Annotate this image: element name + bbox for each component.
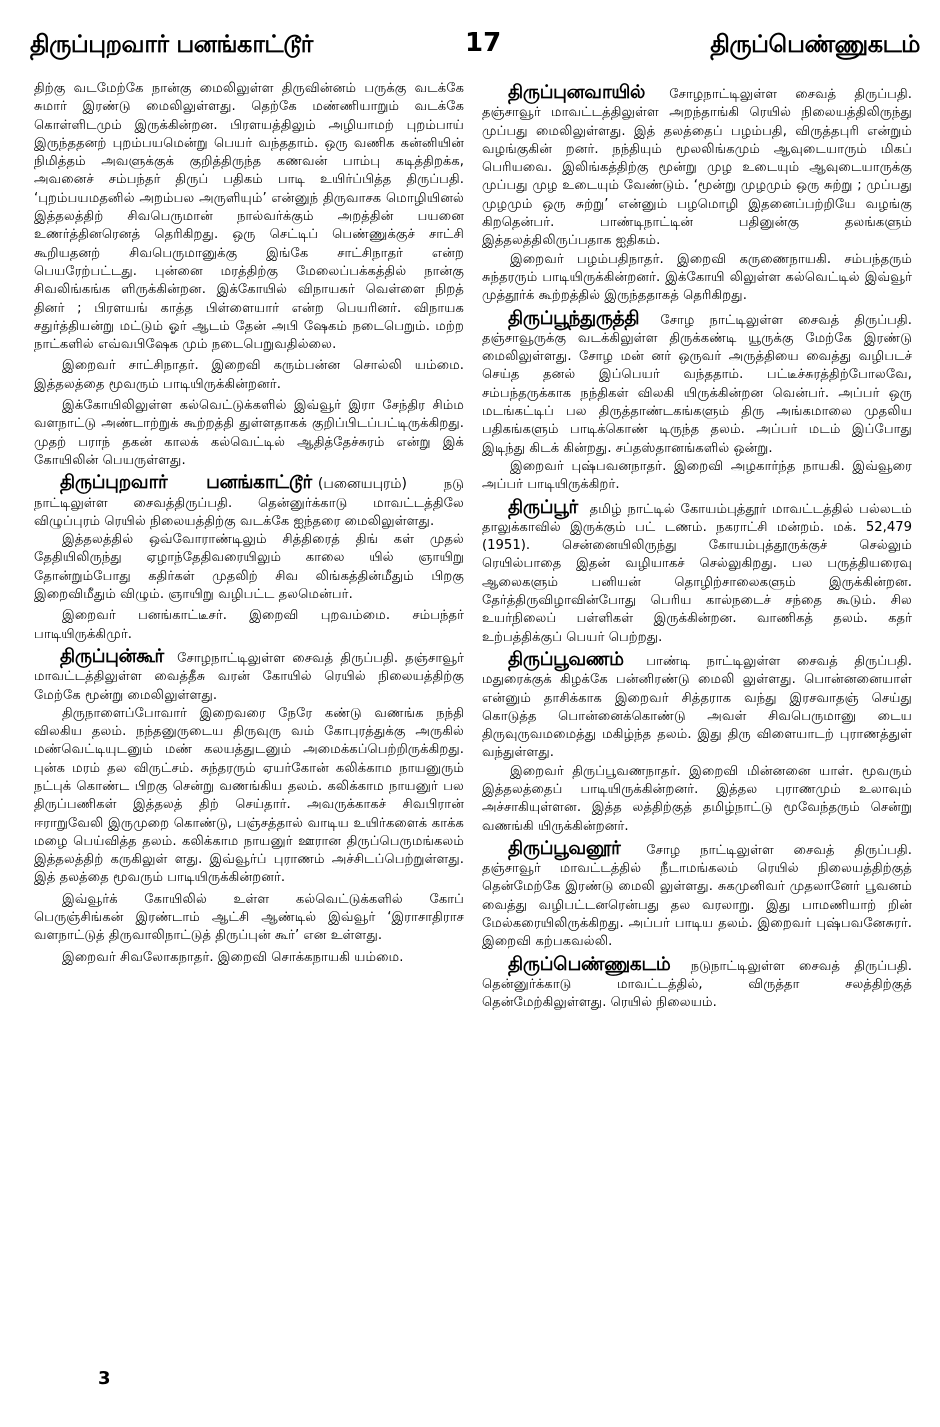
paragraph: இறைவர் சிவலோகநாதர். இறைவி சொக்கநாயகி யம்மை. xyxy=(62,949,404,965)
entry-thiruppur xyxy=(482,496,912,647)
paragraph: இறைவர் திருப்பூவணநாதர். இறைவி மின்னனை யாள். மூவரும் இத்தலத்தைப் பாடியிருக்கின்றனர். இத்தல புராணமும் உலாவும் அச்சாகியுள்ளன. இத்த லத்திற்குத் தமிழ்நாட்டு மூவேந்தரும் சென்று வணங்கி யிருக்கின்றனர். xyxy=(482,763,912,834)
entry-title: திருப்பூந்துருத்தி xyxy=(508,307,640,329)
paragraph: திருநாளைப்போவார் இறைவரை நேரே கண்டு வணங்க நந்தி விலகிய தலம். நந்தனுருடைய திருவுரு வம் கோபுரத்துக்கு அருகில் மண்வெட்டியுடனும் மண் கலயத்துடனும் அமைக்கப்பெற்றிருக்கிறது. புன்க மரம் தல விருட்சம். சுந்தரரும் ஏயர்கோன் கலிக்காம நாயனுரும் நட்புக் கொண்ட பிறகு சென்று வணங்கிய தலம். கலிக்காம நாயனுர் பல திருப்பணிகள் இத்தலத் திற் செய்தார். அவருக்காகச் சிவபிரான் ஈராறுவேலி இருமுறை கொண்டு, பஞ்சத்தால் வாடிய உயிர்களைக் காக்க மழை பெய்வித்த தலம். கலிக்காம நாயனுர் ஊரான திருப்பெருமங்கலம் இத்தலத்திற் கருகிலுள் ளது. இவ்வூர்ப் புராணம் அச்சிடப்பெற்றுள்ளது. இத் தலத்தை மூவரும் பாடியிருக்கின்றனர். xyxy=(34,705,464,886)
paragraph: இக்கோயிலிலுள்ள கல்வெட்டுக்களில் இவ்வூர் இரா சேந்திர சிம்ம வளநாட்டு அண்டாற்றுக் கூற்றத்தி துள்ளதாகக் குறிப்பிடப்பட்டிருக்கிறது. முதற் பராந் தகன் காலக் கல்வெட்டில் ஆதித்தேச்சுரம் என்று இக் கோயிலின் பெயருள்ளது. xyxy=(34,398,464,468)
paragraph: இத்தலத்தில் ஒவ்வோராண்டிலும் சித்திரைத் திங் கள் முதல் தேதியிலிருந்து ஏழாந்தேதிவரையிலும் காலை யில் ஞாயிறு தோன்றும்போது கதிர்கள் முதலிற் சிவ லிங்கத்தின்மீதும் பிறகு இறைவிமீதும் விழும். ஞாயிறு வழிபட்ட தலமென்பர். xyxy=(34,532,464,603)
entry-thiruppuravar-panangattur xyxy=(34,474,464,531)
entry-title: திருப்பூவணம் xyxy=(508,648,624,670)
entry-title: திருப்புன்கூர் xyxy=(60,645,164,667)
running-head-left: திருப்புறவார் பனங்காட்டூர் xyxy=(30,30,313,58)
entry-thiruppoonthuruthi xyxy=(482,307,912,458)
entry-text: நடுநாட்டிலுள்ள சைவத் திருப்பதி. தென்னுர்க்காடு மாவட்டத்தில், விருத்தா சலத்திற்குத் தென்மேற்கிலுள்ளது. ரெயில் நிலையம். xyxy=(482,958,912,1011)
page-number: 17 xyxy=(465,28,502,58)
entry-text: சோழ நாட்டிலுள்ள சைவத் திருப்பதி. தஞ்சாவூருக்கு வடக்கிலுள்ள திருக்கண்டி யூருக்கு மேற்கே இரண்டு மைலிலுள்ளது. சோழ மன் னர் ஒருவர் அருத்தியை வைத்து வழிபடச் செய்த தனல் இப்பெயர் வந்ததாம். பட்டீச்சுரத்திற்போலவே, சம்பந்தருக்காக நந்திகள் விலகி யிருக்கின்றன வென்பர். அப்பர் ஒரு மடங்கட்டிப் பல திருத்தாண்டகங்களும் திரு அங்கமாலை முதலிய பதிகங்களும் பாடிக்கொண் டிருந்த தலம். அப்பர் மடம் இப்போது இடிந்து கிடக் கின்றது. சப்தஸ்தானங்களில் ஒன்று. xyxy=(482,312,912,456)
paragraph: இவ்வூர்க் கோயிலில் உள்ள கல்வெட்டுக்களில் கோப் பெருஞ்சிங்கன் இரண்டாம் ஆட்சி ஆண்டில் இவ்வூர் ‘இராசாதிராச வளநாட்டுத் திருவாலிநாட்டுத் திருப்புன் கூர்’ என உள்ளது. xyxy=(34,891,464,944)
paragraph: இறைவர் பழம்பதிநாதர். இறைவி கருணைநாயகி. சம்பந்தரும் சுந்தரரும் பாடியிருக்கின்றனர். இக்கோயி லிலுள்ள கல்வெட்டில் இவ்வூர் முத்தூர்க் கூற்றத்தில் இருந்ததாகத் தெரிகிறது. xyxy=(482,251,912,304)
entry-text: பாண்டி நாட்டிலுள்ள சைவத் திருப்பதி. மதுரைக்குக் கிழக்கே பன்னிரண்டு மைலி லுள்ளது. பொன்னனையாள் என்னும் தாசிக்காக இறைவர் சித்தராக வந்து இரசவாதஞ் செய்து கொடுத்த பொன்னைக்கொண்டு அவள் சிவபெருமானு டைய திருவுருவமமைத்து மகிழ்ந்த தலம். இது திரு விளையாடற் புராணத்துள் வந்துள்ளது. xyxy=(482,653,912,761)
entry-title: திருப்புறவார் பனங்காட்டூர் xyxy=(60,472,312,494)
running-head-right: திருப்பெண்ணுகடம் xyxy=(710,30,920,58)
entry-text: சோழநாட்டிலுள்ள சைவத் திருப்பதி. தஞ்சாவூர் மாவட்டத்திலுள்ள வைத்தீசு வரன் கோயில் ரெயில் நிலையத்திற்கு மேற்கே மூன்று மைலிலுள்ளது. xyxy=(34,650,464,703)
entry-thiruppunkur xyxy=(34,645,464,705)
entry-text: தமிழ் நாட்டில் கோயம்புத்தூர் மாவட்டத்தில் பல்லடம் தாலுக்காவில் இருக்கும் பட் டணம். நகராட்சி மன்றம். மக். 52,479 (1951). சென்னையிலிருந்து கோயம்புத்தூருக்குச் செல்லும் ரெயில்பாதை இதன் வழியாகச் செல்லுகிறது. பல பருத்தியரைவு ஆலைகளும் பனியன் தொழிற்சாலைகளும் இருக்கின்றன. தேர்த்திருவிழாவின்போது பெரிய கால்நடைச் சந்தை கூடும். சில உயர்நிலைப் பள்ளிகள் இருக்கின்றன. வாணிகத் தலம். கதர் உற்பத்திக்குப் பெயர் பெற்றது. xyxy=(482,501,912,645)
entry-thiruppennakadam xyxy=(482,953,912,1013)
entry-thiruppoovanam xyxy=(482,648,912,763)
entry-title: திருப்பூவனூர் xyxy=(508,837,621,859)
paragraph: இறைவர் பனங்காட்டீசர். இறைவி புறவம்மை. சம்பந்தர் பாடியிருக்கிமுர். xyxy=(34,608,464,642)
footer-page-mark: 3 xyxy=(98,1368,111,1389)
left-column xyxy=(34,80,464,970)
paragraph: இறைவர் புஷ்பவனநாதர். இறைவி அழகார்ந்த நாயகி. இவ்வூரை அப்பர் பாடியிருக்கிறர். xyxy=(482,458,912,493)
right-column xyxy=(482,80,912,1013)
entry-title-sub: (பனையபுரம்) xyxy=(317,476,407,493)
entry-thiruppoovanur xyxy=(482,837,912,952)
entry-title: திருப்புனவாயில் xyxy=(508,82,646,103)
entry-title: திருப்பெண்ணுகடம் xyxy=(508,953,671,975)
entry-text: நடு நாட்டிலுள்ள சைவத்திருப்பதி. தென்னுர்க்காடு மாவட்டத்திலே விழுப்புரம் ரெயில் நிலையத்திற்கு வடக்கே ஐந்தரை மைலிலுள்ளது. xyxy=(34,477,464,529)
page-header xyxy=(20,26,920,66)
paragraph: திற்கு வடமேற்கே நான்கு மைலிலுள்ள திருவின்னம் பருக்கு வடக்கே சுமார் இரண்டு மைலிலுள்ளது. தெற்கே மண்ணியாறும் வடக்கே கொள்ளிடமும் இருக்கின்றன. பிரளயத்திலும் அழியாமற் புறம்பாய் இருந்ததனற் புறம்பயமென்று பெயர் வந்ததாம். ஒரு வணிக கன்னியின் நிமித்தம் அவளுக்குக் குறித்திருந்த கணவன் பாம்பு கடித்திறக்க, அவனைச் சம்பந்தர் திருப் பதிகம் பாடி உயிர்ப்பித்த திருப்பதி. ‘புறம்பயமதனில் அறம்பல அருளியும்’ என்னுந் திருவாசக மொழியினல் இத்தலத்திற் சிவபெருமான் நால்வர்க்கும் அறத்தின் பயனை உணர்த்தினரெனத் தெரிகிறது. ஒரு செட்டிப் பெண்ணுக்குச் சாட்சி கூறியதனற் சிவபெருமானுக்கு இங்கே சாட்சிநாதர் என்ற பெயரேற்பட்டது. புன்னை மரத்திற்கு மேலைப்பக்கத்தில் நான்கு சிவலிங்கங்க ளிருக்கின்றன. இக்கோயில் விநாயகர் வெள்ளை நிறத் தினர் ; பிரளயங் காத்த பிள்ளையார் என்ற பெயரினர். விநாயக சதுர்த்தியன்று மட்டும் ஓர் ஆடம் தேன் அபி ஷேகம் நடைபெறும். மற்ற நாட்களில் எவ்வபிஷேக மும் நடைபெறுவதில்லை. xyxy=(34,81,464,353)
entry-text: சோழ நாட்டிலுள்ள சைவத் திருப்பதி. தஞ்சாவூர் மாவட்டத்தில் நீடாமங்கலம் ரெயில் நிலையத்திற்குத் தென்மேற்கே இரண்டு மைலி லுள்ளது. சுகமுனிவர் முதலானேர் பூவனம் வைத்து வழிபட்டனரென்பது தல வரலாறு. இது பாமணியாற் றின் மேல்கரையிலிருக்கிறது. அப்பர் பாடிய தலம். இறைவர் புஷ்பவனேசுரர். இறைவி கற்பகவல்லி. xyxy=(482,842,912,950)
entry-title: திருப்பூர் xyxy=(508,496,578,518)
paragraph: இறைவர் சாட்சிநாதர். இறைவி கரும்பன்ன சொல்லி யம்மை. இத்தலத்தை மூவரும் பாடியிருக்கின்றனர். xyxy=(34,358,464,392)
entry-thiruppunavayil xyxy=(482,84,912,251)
entry-text: சோழநாட்டிலுள்ள சைவத் திருப்பதி. தஞ்சாவூர் மாவட்டத்திலுள்ள அறந்தாங்கி ரெயில் நிலையத்திலிருந்து முப்பது மைலிலுள்ளது. இத் தலத்தைப் பழம்பதி, விருத்தபுரி என்றும் வழங்குகின் றனர். நந்தியும் மூலலிங்கமும் ஆவுடையாரும் மிகப் பெரியவை. இலிங்கத்திற்கு மூன்று முழ உடையும் ஆவுடையாருக்கு முப்பது முழ உடையும் வேண்டும். ‘மூன்று முழமும் ஒரு சுற்று ; முப்பது முழமும் ஒரு சுற்று’ என்னும் பழமொழி இதனைப்பற்றியே வழங்கு கிறதென்பர். பாண்டிநாட்டின் பதினுன்கு தலங்களும் இத்தலத்திலிருப்பதாக ஐதிகம். xyxy=(482,87,912,249)
